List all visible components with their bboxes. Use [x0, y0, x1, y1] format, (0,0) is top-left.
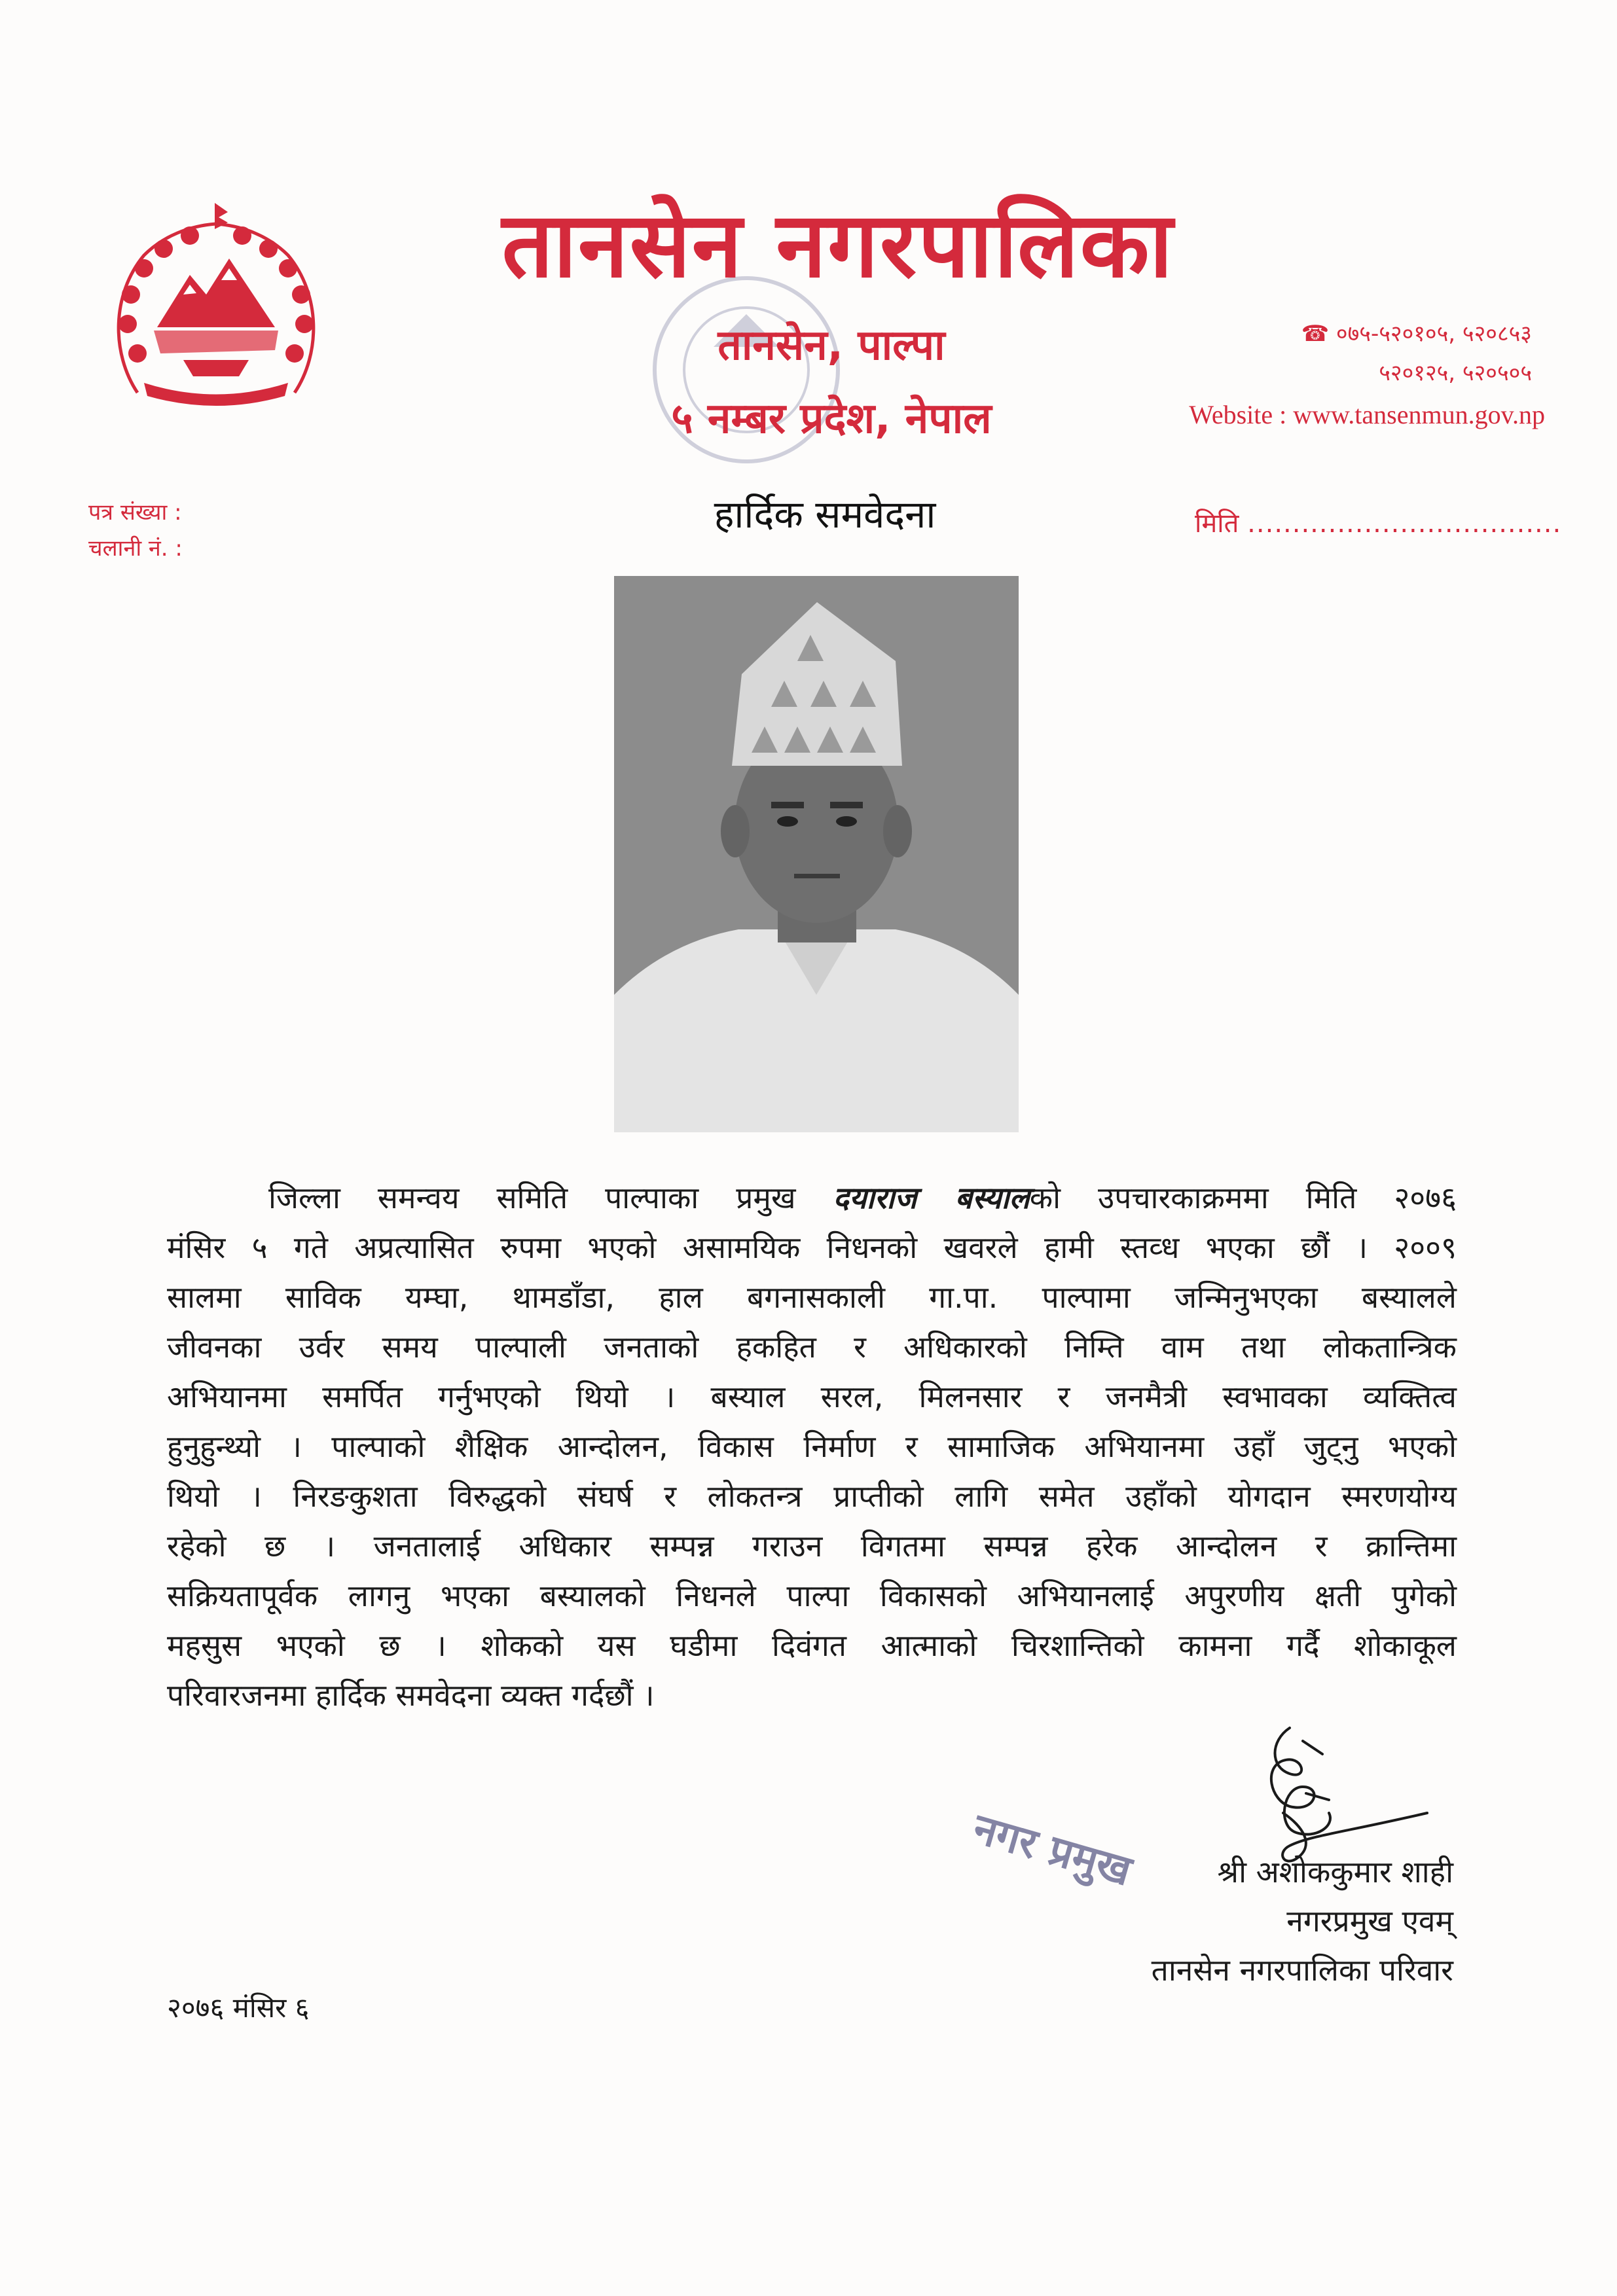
office-address-line-1: तानसेन, पाल्पा — [718, 321, 945, 370]
letter-number-label: पत्र संख्या : — [88, 499, 182, 526]
document-heading: हार्दिक समवेदना — [714, 492, 936, 537]
signer-title: नगरप्रमुख एवम् — [1286, 1903, 1453, 1939]
body-line-10: महसुस भएको छ । शोकको यस घडीमा दिवंगत आत्माको चिरशान्तिको कामना गर्दै शोकाकूल — [167, 1628, 1457, 1663]
date-field — [1195, 507, 1561, 540]
deceased-name: दयाराज बस्याल — [833, 1180, 1030, 1215]
mayor-rubber-stamp: नगर प्रमुख — [968, 1804, 1137, 1896]
phone-numbers-line-1: ☎ ०७५-५२०१०५, ५२०८५३ — [1301, 321, 1532, 347]
body-line-1-end: को उपचारकाक्रममा मिति २०७६ — [1029, 1180, 1457, 1215]
body-line-11: परिवारजनमा हार्दिक समवेदना व्यक्त गर्दछौं । — [167, 1677, 655, 1713]
body-line-3: सालमा साविक यम्घा, थामडाँडा, हाल बगनासकाली गा.पा. पाल्पामा जन्मिनुभएका बस्यालले — [167, 1280, 1457, 1315]
body-line-5: अभियानमा समर्पित गर्नुभएको थियो । बस्याल सरल, मिलनसार र जनमैत्री स्वभावका व्यक्तित्व — [167, 1379, 1457, 1414]
body-line-6: हुनुहुन्थ्यो । पाल्पाको शैक्षिक आन्दोलन, विकास निर्माण र सामाजिक अभियानमा उहाँ जुट्नु भएको — [167, 1429, 1457, 1464]
office-title: तानसेन नगरपालिका — [501, 192, 1174, 298]
body-line-1-start: जिल्ला समन्वय समिति पाल्पाका प्रमुख — [268, 1180, 833, 1215]
portrait-photo — [614, 576, 1019, 1132]
body-line-2: मंसिर ५ गते अप्रत्यासित रुपमा भएको असामयिक निधनको खवरले हामी स्तव्ध भएका छौं । २००९ — [167, 1230, 1457, 1265]
website-url: Website : www.tansenmun.gov.np — [1189, 400, 1545, 429]
issue-date: २०७६ मंसिर ६ — [167, 1992, 310, 2024]
body-line-4: जीवनका उर्वर समय पाल्पाली जनताको हकहित र अधिकारको निम्ति वाम तथा लोकतान्त्रिक — [167, 1329, 1457, 1365]
signer-organization: तानसेन नगरपालिका परिवार — [1151, 1952, 1453, 1988]
body-line-8: रहेको छ । जनतालाई अधिकार सम्पन्न गराउन विगतमा सम्पन्न हरेक आन्दोलन र क्रान्तिमा — [167, 1528, 1457, 1564]
date-label: मिति — [1195, 509, 1239, 539]
date-blank-line: ................................... — [1247, 509, 1562, 539]
office-address-line-2: ५ नम्बर प्रदेश, नेपाल — [671, 395, 992, 443]
body-line-7: थियो । निरङकुशता विरुद्धको संघर्ष र लोकतन्त्र प्राप्तीको लागि समेत उहाँको योगदान स्मरणयोग्य — [167, 1479, 1457, 1514]
dispatch-number-label: चलानी नं. : — [88, 535, 183, 562]
nepal-coat-of-arms-icon — [98, 196, 334, 412]
body-line-1 — [268, 1178, 1457, 1217]
phone-numbers-line-2: ५२०१२५, ५२०५०५ — [1379, 360, 1532, 386]
signer-name: श्री अशोककुमार शाही — [1217, 1854, 1453, 1890]
body-line-9: सक्रियतापूर्वक लागनु भएका बस्यालको निधनले पाल्पा विकासको अभियानलाई अपुरणीय क्षती पुगेको — [167, 1578, 1457, 1613]
